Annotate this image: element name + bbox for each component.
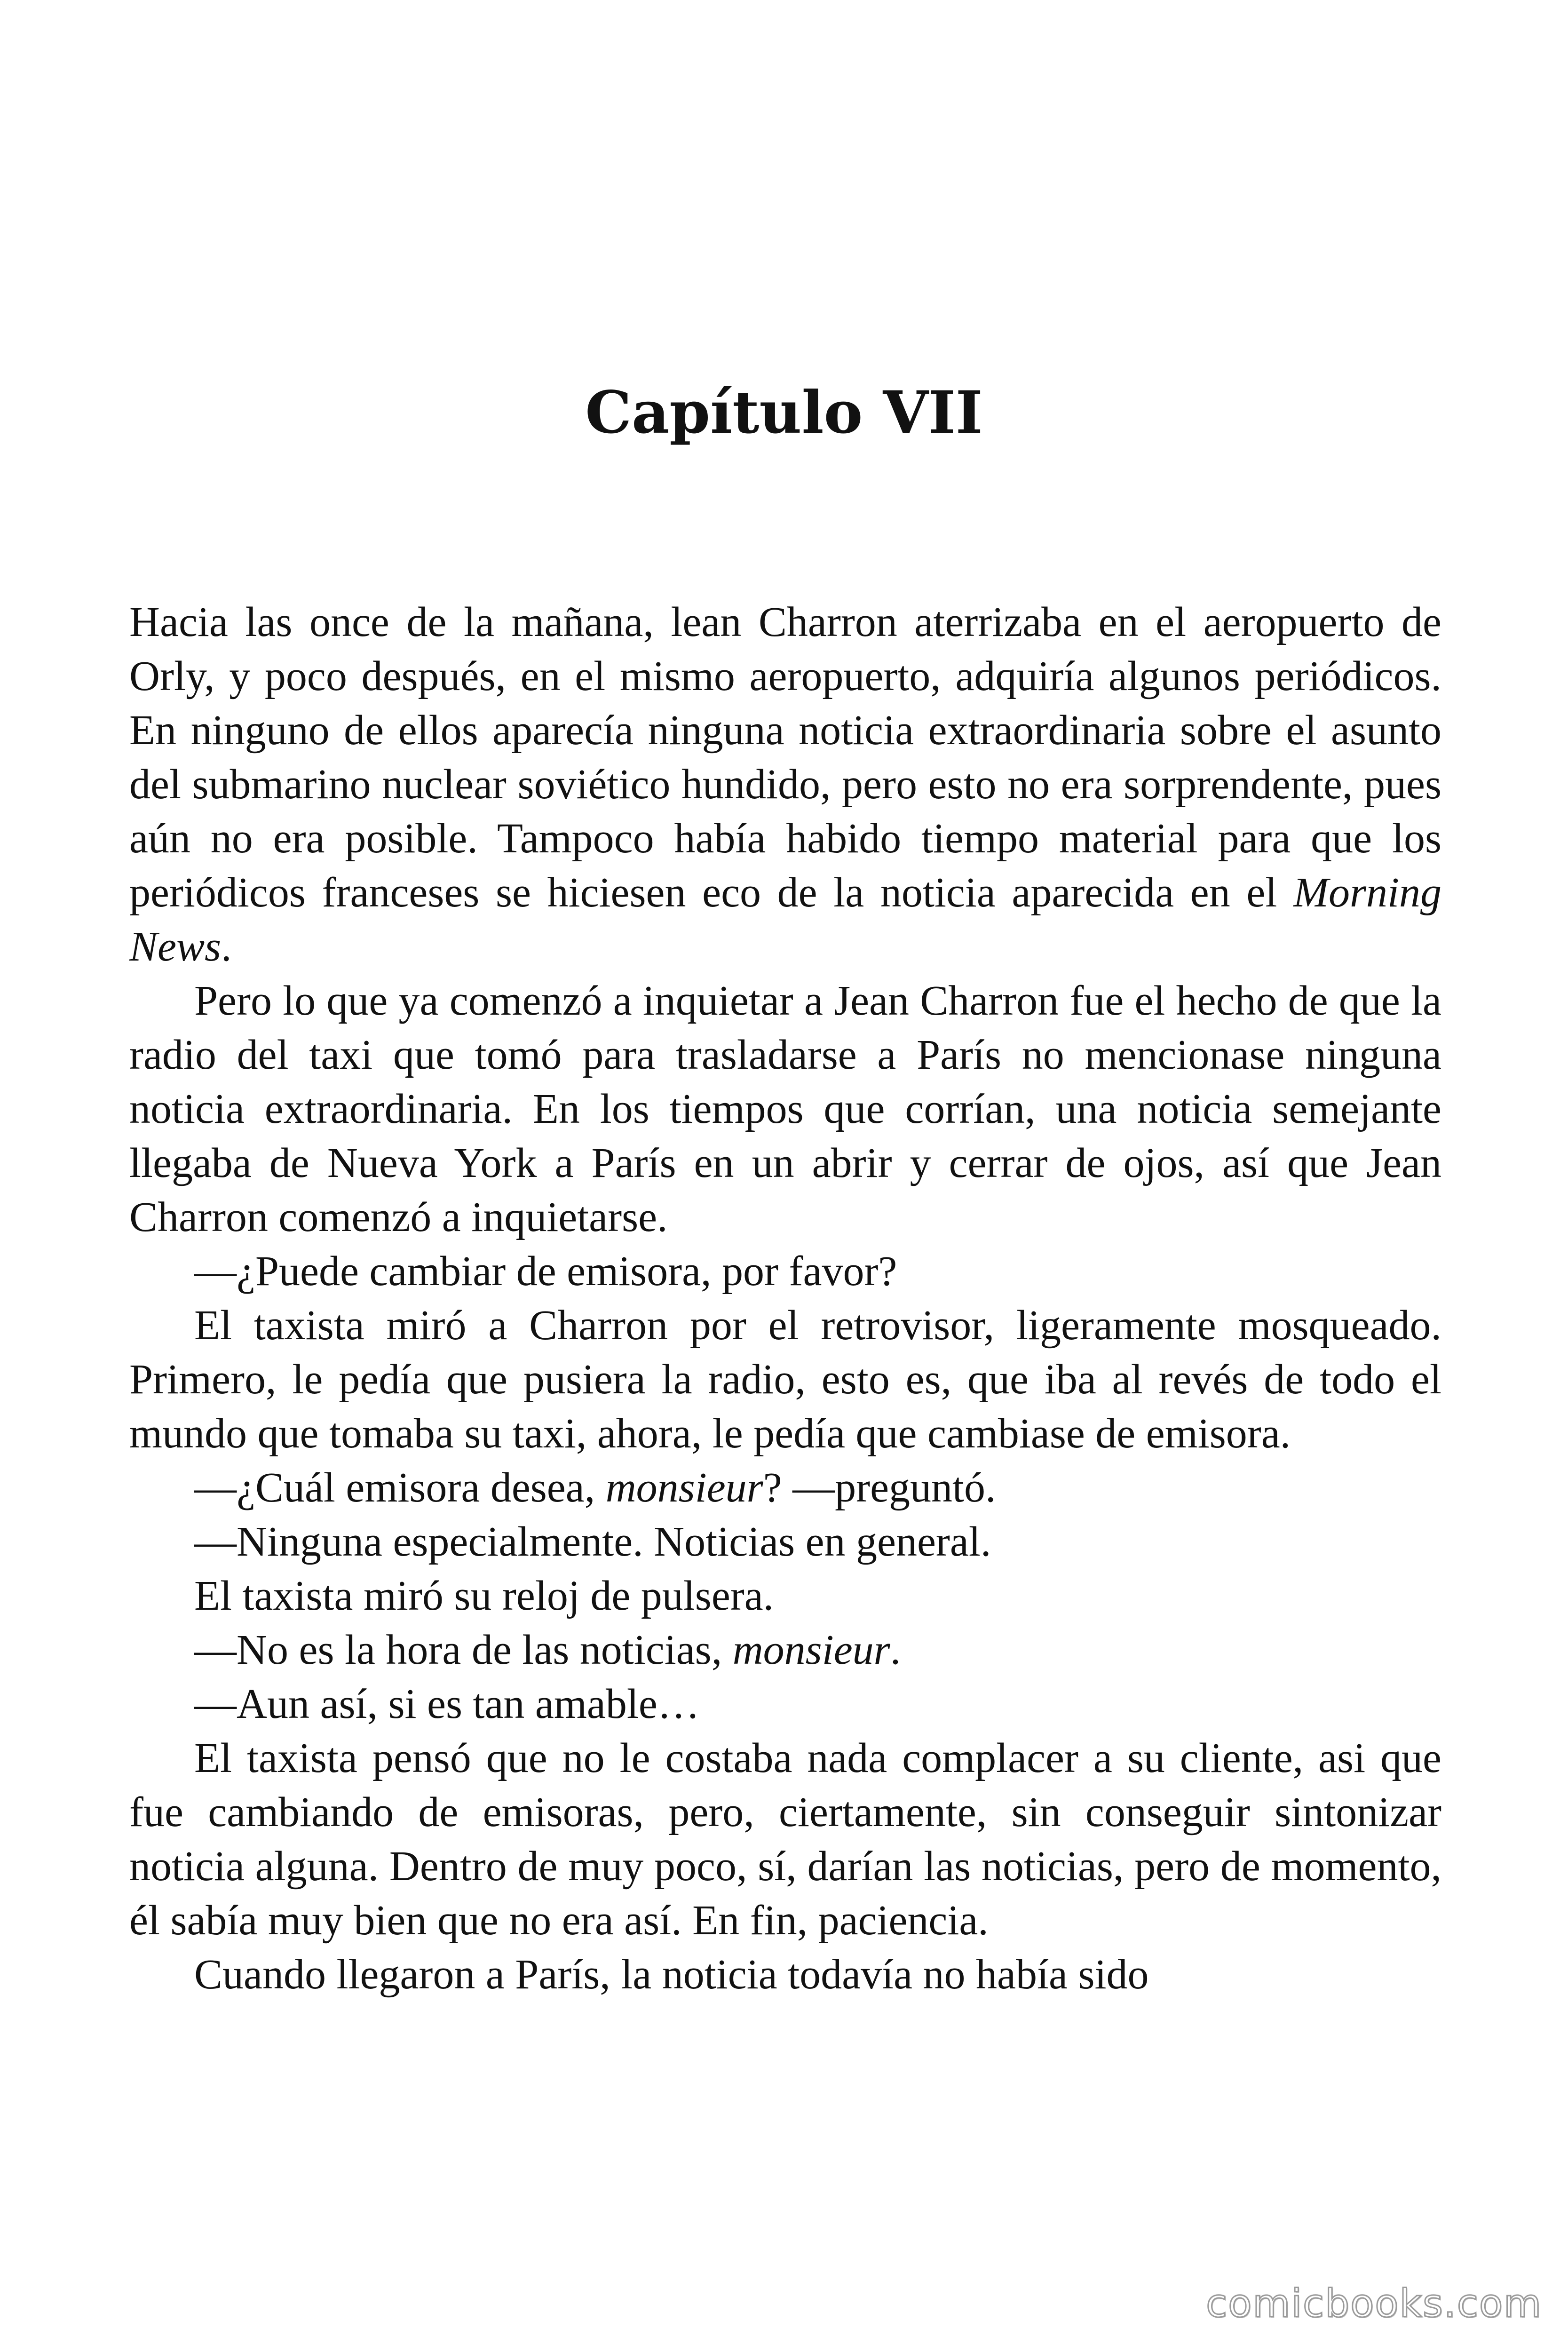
paragraph-3	[129, 1244, 1441, 1298]
paragraph-5	[129, 1461, 1441, 1515]
body-text	[129, 595, 1441, 2002]
paragraph-1	[129, 595, 1441, 974]
paragraph-4-text: El taxista miró a Charron por el retrovisor, ligeramente mosqueado. Primero, le pedía que pusiera la radio, esto es, que iba al revés de todo el mundo que tomaba su taxi, ahora, le pedía que cambiase de emisora.	[129, 1302, 1441, 1457]
paragraph-8-italic: monsieur	[732, 1627, 890, 1673]
paragraph-7-text: El taxista miró su reloj de pulsera.	[194, 1573, 774, 1619]
paragraph-6	[129, 1515, 1441, 1569]
paragraph-10-text: El taxista pensó que no le costaba nada complacer a su cliente, asi que fue cambiando de emisoras, pero, ciertamente, sin conseguir sintonizar noticia alguna. Dentro de muy poco, sí, darían las noticias, pero de momento, él sabía muy bien que no era así. En fin, paciencia.	[129, 1735, 1441, 1944]
paragraph-7	[129, 1569, 1441, 1623]
paragraph-5-italic: monsieur	[605, 1464, 763, 1511]
paragraph-2-text: Pero lo que ya comenzó a inquietar a Jean Charron fue el hecho de que la radio del taxi que tomó para trasladarse a París no mencionase ninguna noticia extraordinaria. En los tiempos que corrían, una noticia semejante llegaba de Nueva York a París en un abrir y cerrar de ojos, así que Jean Charron comenzó a inquietarse.	[129, 977, 1441, 1240]
paragraph-3-text: —¿Puede cambiar de emisora, por favor?	[194, 1248, 897, 1295]
chapter-title: Capítulo VII	[585, 379, 983, 447]
paragraph-11	[129, 1947, 1441, 2002]
paragraph-1-italic: Morning News	[129, 869, 1441, 970]
paragraph-8	[129, 1623, 1441, 1677]
watermark: comicbooks.com	[1206, 2281, 1542, 2326]
paragraph-8-text: —No es la hora de las noticias,	[194, 1627, 733, 1673]
paragraph-10	[129, 1731, 1441, 1947]
paragraph-1-text-end: .	[221, 923, 232, 970]
paragraph-4	[129, 1298, 1441, 1461]
paragraph-5-text-end: ? —preguntó.	[763, 1464, 996, 1511]
paragraph-11-text: Cuando llegaron a París, la noticia todavía no había sido	[194, 1951, 1149, 1998]
paragraph-9-text: —Aun así, si es tan amable…	[194, 1681, 700, 1727]
paragraph-1-text: Hacia las once de la mañana, lean Charron aterrizaba en el aeropuerto de Orly, y poco después, en el mismo aeropuerto, adquiría algunos periódicos. En ninguno de ellos aparecía ninguna noticia extraordinaria sobre el asunto del submarino nuclear soviético hundido, pero esto no era sorprendente, pues aún no era posible. Tampoco había habido tiempo material para que los periódicos franceses se hiciesen eco de la noticia aparecida en el	[129, 599, 1441, 916]
paragraph-2	[129, 974, 1441, 1244]
paragraph-6-text: —Ninguna especialmente. Noticias en general.	[194, 1518, 991, 1565]
paragraph-8-text-end: .	[890, 1627, 901, 1673]
paragraph-9	[129, 1677, 1441, 1731]
paragraph-5-text: —¿Cuál emisora desea,	[194, 1464, 606, 1511]
